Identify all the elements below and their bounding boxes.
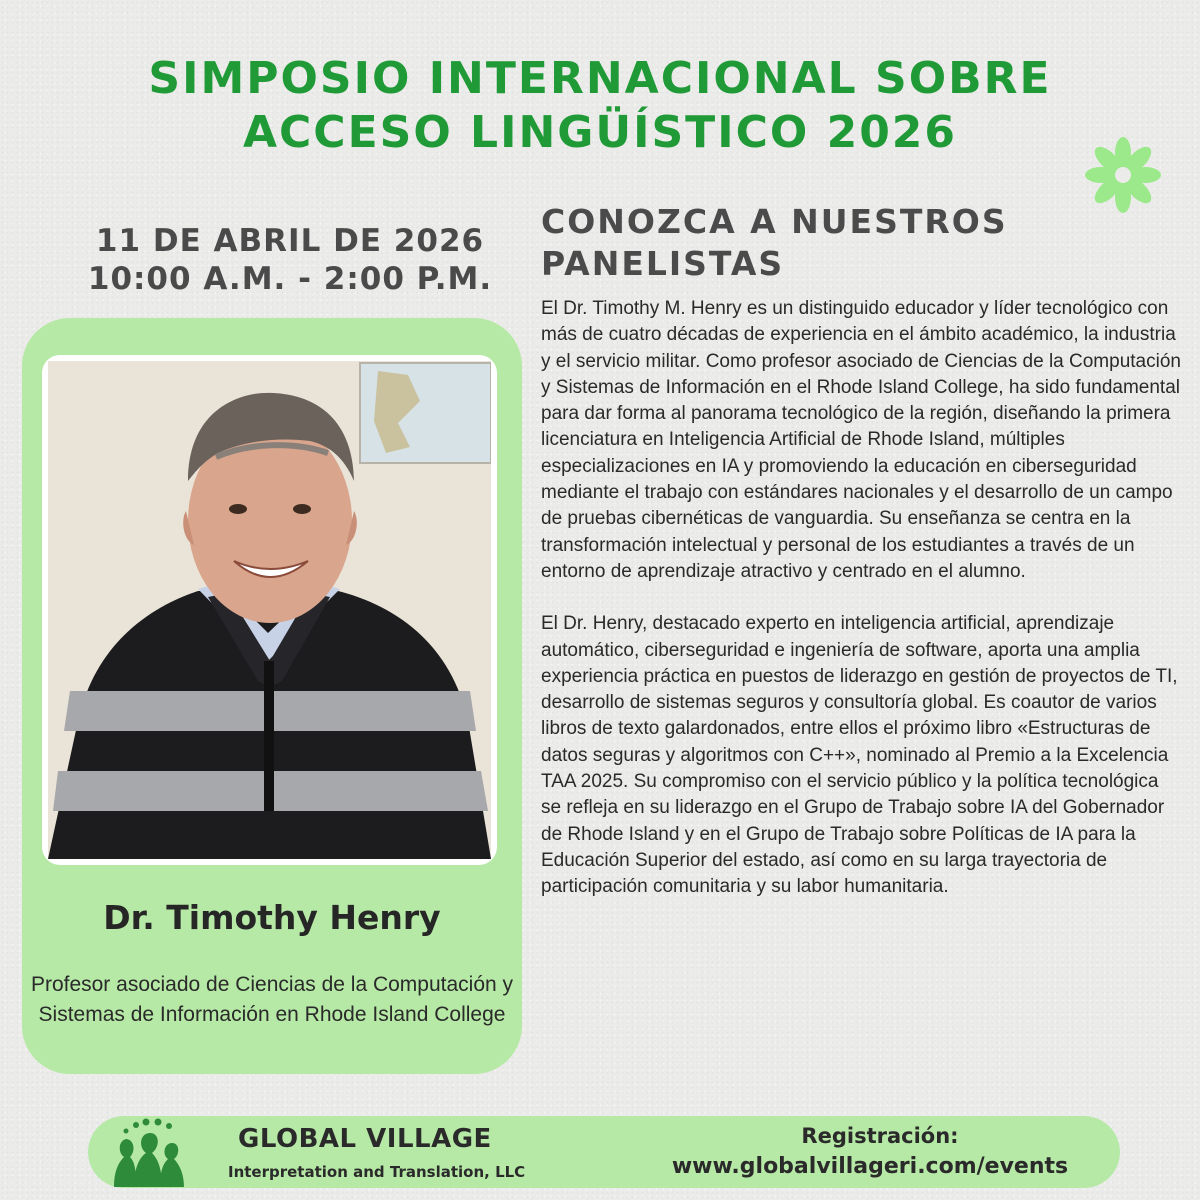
panelist-role: Profesor asociado de Ciencias de la Computación y Sistemas de Información en Rhode Island College — [30, 973, 514, 1026]
org-name: GLOBAL VILLAGE — [238, 1124, 492, 1154]
bio-paragraph-1: El Dr. Timothy M. Henry es un distinguido educador y líder tecnológico con más de cuatro décadas de experiencia en el ámbito académico, la industria y el servicio militar. Como profesor asociado de Ciencias de la Computación y Sistemas de Información en el Rhode Island College, ha sido fundamental para dar forma al panorama tecnológico de la región, diseñando la primera licenciatura en Inteligencia Artificial de Rhode Island, múltiples especializaciones en IA y promoviendo la educación en ciberseguridad mediante el trabajo con estándares nacionales y el desarrollo de un campo de pruebas cibernéticas de vanguardia. Su enseñanza se centra en la transformación intelectual y personal de los estudiantes a través de un entorno de aprendizaje atractivo y centrado en el alumno. — [541, 298, 1181, 582]
section-heading — [541, 201, 1181, 285]
people-silhouettes-logo — [106, 1117, 192, 1189]
event-title — [20, 52, 1180, 160]
panelist-photo — [42, 355, 497, 865]
bio-paragraph-2: El Dr. Henry, destacado experto en inteligencia artificial, aprendizaje automático, ciberseguridad e ingeniería de software, aporta una amplia experiencia práctica en puestos de liderazgo en gestión de proyectos de TI, desarrollo de sistemas seguros y consultoría global. Es coautor de varios libros de texto galardonados, entre ellos el próximo libro «Estructuras de datos seguras y algoritmos con C++», nominado al Premio a la Excelencia TAA 2025. Su compromiso con el servicio público y la política tecnológica se refleja en su liderazgo en el Grupo de Trabajo sobre IA del Gobernador de Rhode Island y en el Grupo de Trabajo sobre Políticas de IA para la Educación Superior del estado, así como en su larga trayectoria de participación comunitaria y su labor humanitaria. — [541, 613, 1178, 898]
registration-label: Registración: — [801, 1124, 959, 1148]
event-time: 10:00 A.M. - 2:00 P.M. — [87, 261, 493, 297]
registration-link[interactable]: www.globalvillageri.com/events — [671, 1154, 1069, 1179]
portrait-image — [48, 361, 491, 859]
section-heading-line-2: PANELISTAS — [541, 244, 785, 283]
section-heading-line-1: CONOZCA A NUESTROS — [541, 202, 1008, 241]
event-date: 11 DE ABRIL DE 2026 — [95, 223, 485, 259]
event-datetime — [60, 222, 520, 298]
panelist-bio — [541, 296, 1181, 927]
panelist-name: Dr. Timothy Henry — [103, 898, 441, 937]
org-subtitle: Interpretation and Translation, LLC — [228, 1163, 526, 1181]
event-title-line-1: SIMPOSIO INTERNACIONAL SOBRE — [148, 53, 1052, 104]
event-title-line-2: ACCESO LINGÜÍSTICO 2026 — [242, 107, 958, 158]
